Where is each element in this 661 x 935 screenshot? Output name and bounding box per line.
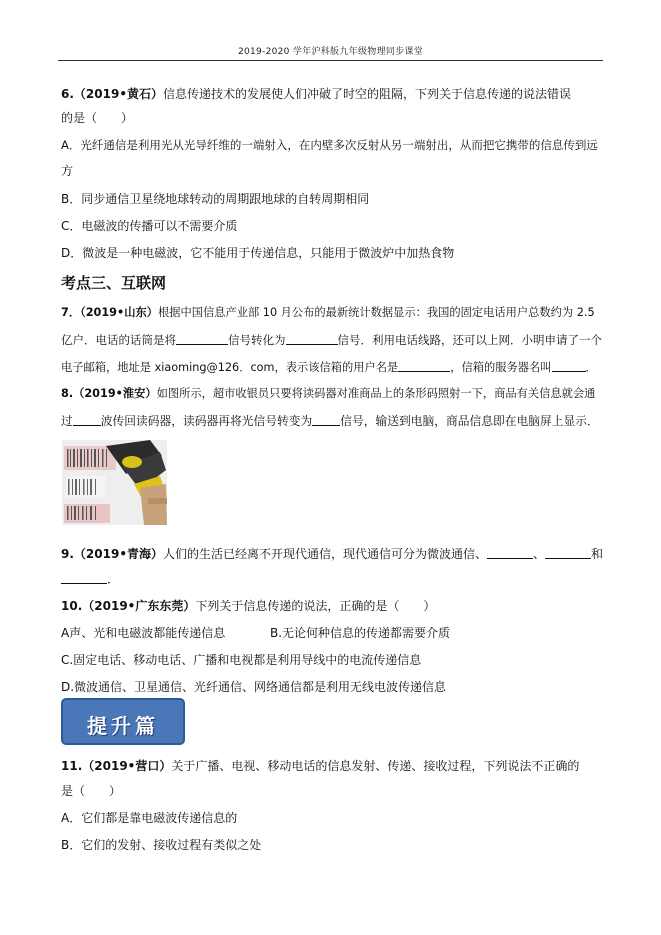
q11-option-b: B．它们的发射、接收过程有类似之处: [61, 838, 262, 852]
q8-text-2b: 波传回读码器，读码器再将光信号转变为: [100, 414, 313, 428]
q10-option-a: A声、光和电磁波都能传递信息: [61, 626, 226, 640]
q7-text-1: 根据中国信息产业部 10 月公布的最新统计数据显示：我国的固定电话用户总数约为 2.5: [157, 306, 595, 319]
q10-option-c: C.固定电话、移动电话、广播和电视都是利用导线中的电流传递信息: [61, 653, 422, 667]
q6-stem-text: 信息传递技术的发展使人们冲破了时空的阻隔，下列关于信息传递的说法错误: [163, 87, 572, 101]
q10-options-ab: [61, 625, 451, 641]
q9-line2: [61, 571, 119, 587]
advanced-section-banner: [61, 698, 185, 745]
q7-blank-2[interactable]: [286, 332, 338, 345]
q7-source: （2019•山东）: [80, 306, 158, 319]
header-divider: [58, 60, 603, 61]
barcode-scanner-photo: [62, 440, 167, 525]
q7-blank-3[interactable]: [398, 359, 450, 372]
q9-text-2: ．: [107, 572, 120, 586]
q8-line1: [61, 386, 595, 402]
q6-option-a: A．光纤通信是利用光从光导纤维的一端射入，在内壁多次反射从另一端射出，从而把它携带的信息传到远: [61, 138, 598, 152]
q10-option-d: D.微波通信、卫星通信、光纤通信、网络通信都是利用无线电波传递信息: [61, 680, 447, 694]
q11-source: （2019•营口）: [82, 759, 172, 773]
banner-label: 提升篇: [87, 714, 159, 738]
q11-stem-text: 关于广播、电视、移动电话的信息发射、传递、接收过程，下列说法不正确的: [171, 759, 580, 773]
q9-number: 9.: [61, 547, 74, 561]
q9-text-1a: 人们的生活已经离不开现代通信，现代通信可分为微波通信、: [163, 547, 488, 561]
page-header: 2019-2020 学年沪科版九年级物理同步课堂: [237, 47, 424, 57]
q7-text-2b: 信号转化为: [228, 333, 286, 347]
q10-number: 10.: [61, 599, 83, 613]
q8-text-2a: 过: [61, 414, 73, 428]
q6-stem-line2: 的是（ ）: [61, 111, 134, 125]
q9-text-1c: 和: [591, 547, 604, 561]
q8-text-2c: 信号，输送到电脑，商品信息即在电脑屏上显示．: [340, 414, 599, 428]
q9-line1: [61, 546, 603, 562]
q7-line2: [61, 332, 602, 348]
q8-blank-1[interactable]: [73, 413, 101, 426]
q11-option-a: A．它们都是靠电磁波传递信息的: [61, 811, 238, 825]
q6-option-b: B．同步通信卫星绕地球转动的周期跟地球的自转周期相同: [61, 192, 370, 206]
q6-number: 6.: [61, 87, 74, 101]
q7-line1: [61, 305, 595, 321]
q9-blank-1[interactable]: [487, 546, 533, 559]
q9-blank-3[interactable]: [61, 571, 107, 584]
q6-option-a-cont: 方: [61, 164, 74, 178]
q10-stem-text: 下列关于信息传递的说法，正确的是（ ）: [195, 599, 436, 613]
q6-option-d: D．微波是一种电磁波，它不能用于传递信息，只能用于微波炉中加热食物: [61, 246, 455, 260]
q7-text-3c: ．: [585, 361, 597, 374]
q8-source: （2019•淮安）: [73, 387, 157, 400]
q11-stem-line2: 是（ ）: [61, 784, 122, 798]
q9-text-1b: 、: [533, 547, 546, 561]
q8-text-1: 如图所示，超市收银员只要将读码器对准商品上的条形码照射一下，商品有关信息就会通: [156, 387, 596, 400]
q8-blank-2[interactable]: [312, 413, 340, 426]
barcode-scanner-illustration: [62, 440, 167, 525]
q6-source: （2019•黄石）: [73, 87, 163, 101]
q8-line2: [61, 413, 599, 429]
q7-text-3a: 电子邮箱，地址是 xiaoming@126．com，表示该信箱的用户名是: [61, 361, 399, 374]
q7-line3: [61, 359, 597, 376]
q8-number: 8.: [61, 387, 74, 400]
q6-stem-line1: [61, 86, 571, 102]
section-title: 考点三、互联网: [61, 274, 167, 292]
q7-blank-4[interactable]: [552, 359, 586, 372]
q11-number: 11.: [61, 759, 83, 773]
q6-option-c: C．电磁波的传播可以不需要介质: [61, 219, 238, 233]
q7-text-2a: 亿户．电话的话筒是将: [61, 333, 176, 347]
q7-text-3b: ，信箱的服务器名叫: [450, 361, 552, 374]
q11-stem-line1: [61, 758, 579, 774]
q9-blank-2[interactable]: [545, 546, 591, 559]
q9-source: （2019•青海）: [73, 547, 163, 561]
q7-number: 7．: [61, 306, 81, 319]
q10-option-b: B.无论何种信息的传递都需要介质: [270, 626, 451, 640]
q10-stem: [61, 598, 435, 614]
q10-source: （2019•广东东莞）: [82, 599, 196, 613]
q7-blank-1[interactable]: [176, 332, 228, 345]
q7-text-2c: 信号．利用电话线路，还可以上网．小明申请了一个: [337, 333, 602, 347]
